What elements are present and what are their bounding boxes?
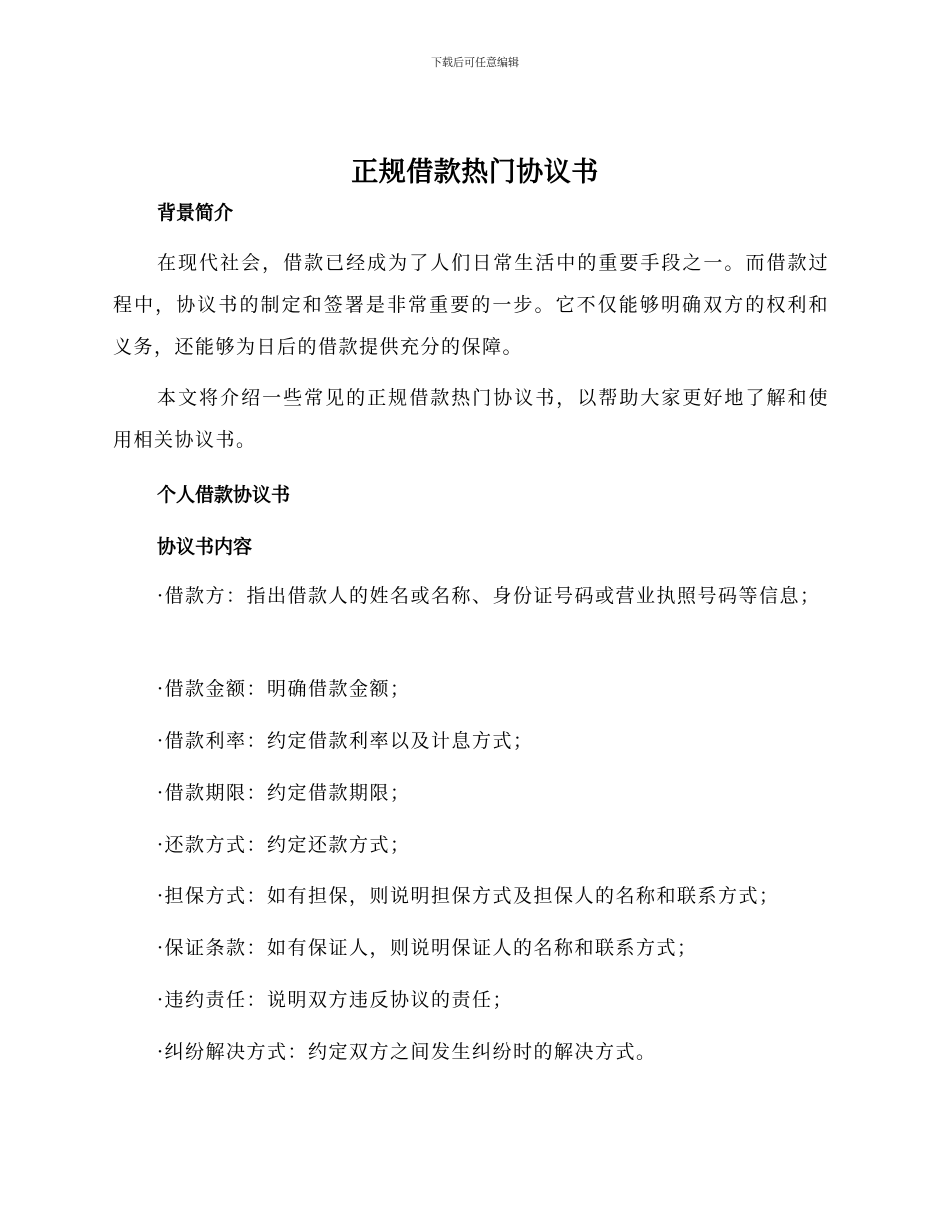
list-item: ·借款方：指出借款人的姓名或名称、身份证号码或营业执照号码等信息； (157, 585, 821, 607)
list-item: ·借款期限：约定借款期限； (157, 782, 411, 804)
section-heading-background: 背景简介 (157, 202, 234, 224)
list-item: ·违约责任：说明双方违反协议的责任； (157, 989, 514, 1011)
list-item: ·纠纷解决方式：约定双方之间发生纠纷时的解决方式。 (157, 1041, 657, 1063)
list-item: ·借款利率：约定借款利率以及计息方式； (157, 730, 534, 752)
list-item: ·借款金额：明确借款金额； (157, 678, 411, 700)
subheading-agreement-content: 协议书内容 (157, 536, 253, 558)
section-heading-personal-loan: 个人借款协议书 (157, 484, 291, 506)
page-header-note: 下载后可任意编辑 (431, 56, 519, 69)
document-title: 正规借款热门协议书 (351, 157, 599, 188)
list-item: ·保证条款：如有保证人，则说明保证人的名称和联系方式； (157, 937, 698, 959)
paragraph-background-1: 在现代社会，借款已经成为了人们日常生活中的重要手段之一。而借款过程中，协议书的制定和签署是非常重要的一步。它不仅能够明确双方的权利和义务，还能够为日后的借款提供充分的保障。 (113, 252, 829, 358)
list-item: ·还款方式：约定还款方式； (157, 834, 411, 856)
paragraph-background-2: 本文将介绍一些常见的正规借款热门协议书，以帮助大家更好地了解和使用相关协议书。 (113, 387, 829, 451)
list-item: ·担保方式：如有担保，则说明担保方式及担保人的名称和联系方式； (157, 885, 780, 907)
